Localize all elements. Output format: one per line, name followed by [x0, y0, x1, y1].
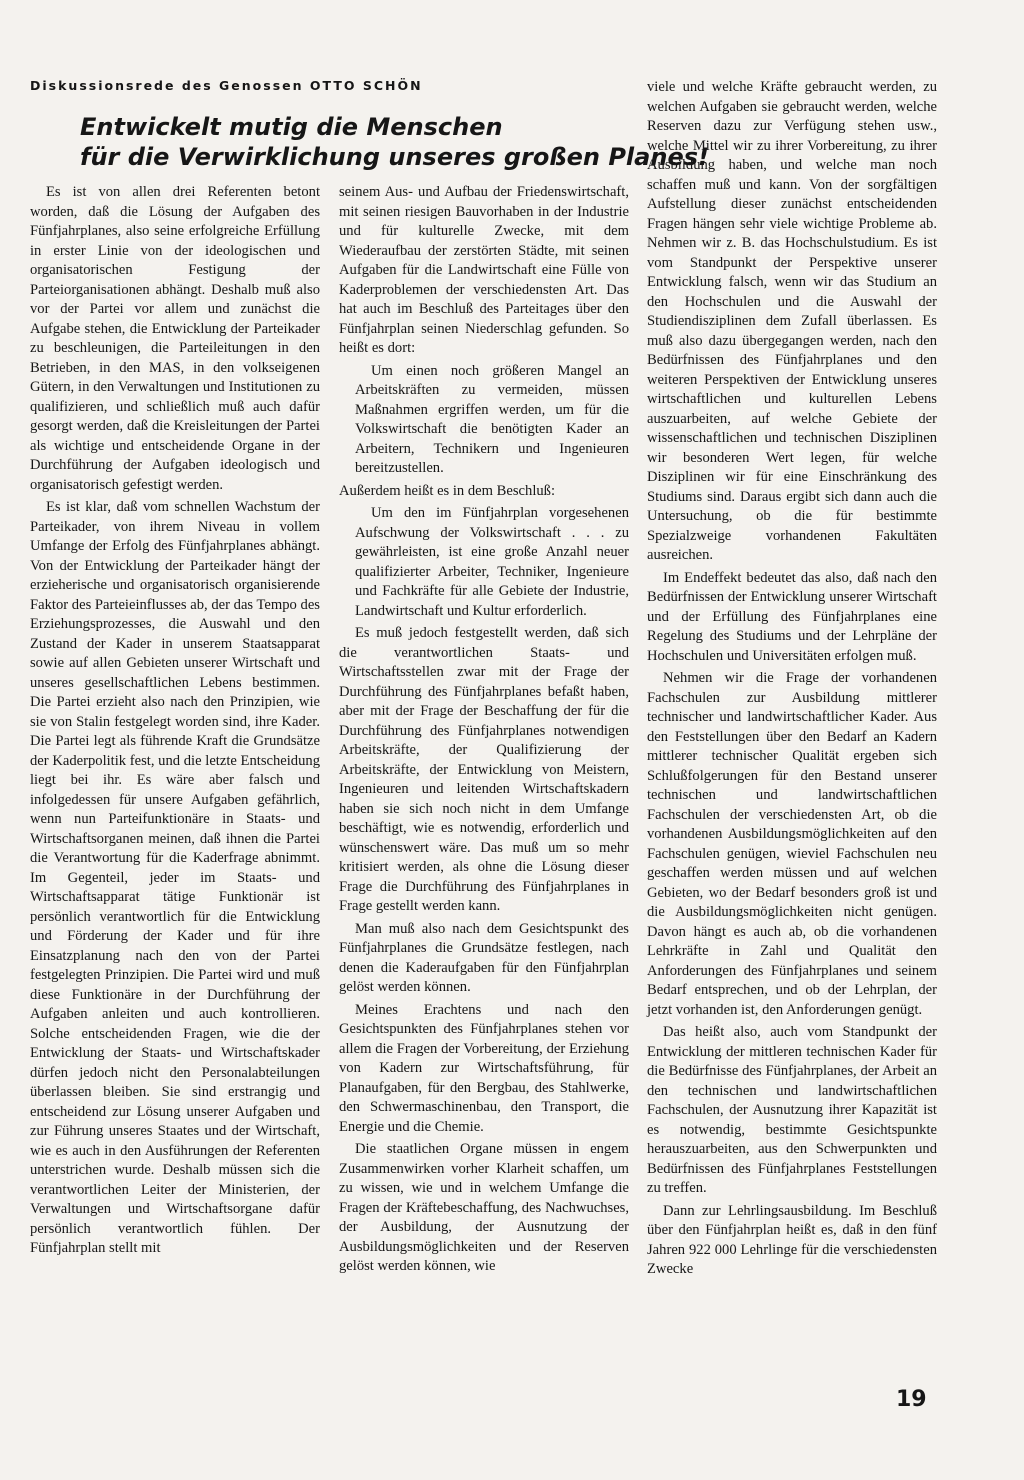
headline: [80, 112, 709, 172]
column-1: [30, 183, 320, 1262]
headline-line-2: für die Verwirklichung unseres großen Planes!: [80, 143, 709, 171]
column-3: [647, 78, 937, 1283]
paragraph: Außerdem heißt es in dem Beschluß:: [339, 482, 556, 499]
paragraph: Es muß jedoch festgestellt werden, daß sich die verantwortlichen Staats- und Wirtschaftsstellen zwar mit der Frage der Durchführung des Fünfjahrplanes befaßt haben, aber mit der Frage der Beschaffung der für die Durchführung des Fünfjahrplanes notwendigen Arbeitskräfte, der Qualifizierung der Arbeitskräfte, der Entwicklung von Meistern, Ingenieuren und leitenden Wirtschaftskadern haben sie sich noch nicht in dem Umfange beschäftigt, wie es notwendig, erforderlich und wünschenswert wäre. Das muß um so mehr kritisiert werden, als ohne die Lösung dieser Frage die Durchführung des Fünfjahrplanes in Frage gestellt werden kann.: [339, 625, 629, 914]
paragraph: Im Endeffekt bedeutet das also, daß nach den Bedürfnissen der Entwicklung unserer Wirtschaft und der Erfüllung des Fünfjahrplanes eine Regelung des Studiums und der Lehrpläne der Hochschulen und Universitäten erfolgen muß.: [647, 569, 937, 664]
paragraph: Das heißt also, auch vom Standpunkt der Entwicklung der mittleren technischen Kader für die Bedürfnisse des Fünfjahrplanes, der Arbeit an den technischen und landwirtschaftlichen Fachschulen, der Ausnutzung ihrer Kapazität ist es notwendig, bestimmte Gesichtspunkte herauszuarbeiten, aus den Schwerpunkten und Bedürfnissen des Fünfjahrplanes Feststellungen zu treffen.: [647, 1024, 937, 1196]
column-2: [339, 183, 629, 1280]
paragraph: Nehmen wir die Frage der vorhandenen Fachschulen zur Ausbildung mittlerer technischer und landwirtschaftlicher Kader. Aus den Feststellungen über den Bedarf an Kadern mittlerer technischer Qualität ergeben sich Schlußfolgerungen für den Bestand unserer technischen und landwirtschaftlichen Fachschulen der verschiedensten Art, ob die vorhandenen Ausbildungsmöglichkeiten auf den Fachschulen genügen, wieviel Fachschulen neu geschaffen werden müssen und auf welchen Gebieten, wo der Bedarf besonders groß ist und die Ausbildungsmöglichkeiten nicht genügen. Davon hängt es auch ab, ob die vorhandenen Lehrkräfte in Zahl und Qualität den Anforderungen des Fünfjahrplanes und seinem Bedarf entsprechen, und ob der Lehrplan, der jetzt vorhanden ist, den Anforderungen genügt.: [647, 670, 937, 1018]
paragraph: viele und welche Kräfte gebraucht werden, zu welchen Aufgaben sie gebraucht werden, welche Reserven dazu zur Verfügung stehen usw., welche Mittel wir zu ihrer Vorbereitung, zu ihrer Ausbildung haben, und welche man noch schaffen muß und kann. Von der sorgfältigen Aufstellung dieser zunächst entscheidenden Fragen hängen sehr viele wichtige Probleme ab. Nehmen wir z. B. das Hochschulstudium. Es ist vom Standpunkt der Perspektive unserer Entwicklung falsch, wenn wir das Studium an den Hochschulen und die Auswahl der Studiendisziplinen dem Zufall überlassen. Es muß also dazu übergegangen werden, nach den Bedürfnissen des Fünfjahrplanes und den weiteren Perspektiven der Entwicklung unseres wirtschaftlichen und kulturellen Lebens auszuarbeiten, auf welche Gebiete der wissenschaftlichen und technischen Disziplinen wir besonderen Wert legen, für welche Disziplinen wir für eine Einschränkung des Studiums sind. Daraus ergibt sich dann auch die Untersuchung, ob die für bestimmte Spezialzweige vorhandenen Fakultäten ausreichen.: [647, 79, 937, 563]
paragraph: Meines Erachtens und nach den Gesichtspunkten des Fünfjahrplanes stehen vor allem die Fragen der Vorbereitung, der Erziehung von Kadern zur Wirtschaftsführung, für Planaufgaben, für den Bergbau, des Stahlwerke, den Schwermaschinenbau, den Transport, die Energie und die Chemie.: [339, 1001, 629, 1135]
paragraph: seinem Aus- und Aufbau der Friedenswirtschaft, mit seinen riesigen Bauvorhaben in der Industrie und für kulturelle Zwecke, mit dem Wiederaufbau der zerstörten Städte, mit seinen Aufgaben für die Landwirtschaft eine Fülle von Kaderproblemen der verschiedensten Art. Das hat auch im Beschluß des Parteitages über den Fünfjahrplan seinen Niederschlag gefunden. So heißt es dort:: [339, 184, 629, 356]
kicker: Diskussionsrede des Genossen OTTO SCHÖN: [30, 78, 423, 93]
paragraph: Es ist von allen drei Referenten betont worden, daß die Lösung der Aufgaben des Fünfjahrplanes, also seine erfolgreiche Erfüllung in erster Linie von der ideologischen und organisatorischen Festigung der Parteiorganisationen abhängt. Deshalb muß also vor der Partei vor allem und zunächst die Aufgabe stehen, die Entwicklung der Parteikader zu beschleunigen, die Parteileitungen in den Betrieben, in den MAS, in den volkseigenen Gütern, in den Verwaltungen und Institutionen zu qualifizieren, und schließlich muß auch dafür gesorgt werden, daß die Kreisleitungen der Partei als wichtige und entscheidende Organe in der Durchführung der Aufgaben ideologisch und organisatorisch gefestigt werden.: [30, 184, 320, 493]
quote: Um einen noch größeren Mangel an Arbeitskräften zu vermeiden, müssen Maßnahmen ergriffen werden, um für die Volkswirtschaft die benötigten Kader an Arbeitern, Technikern und Ingenieuren bereitzustellen.: [355, 362, 629, 476]
paragraph: Es ist klar, daß vom schnellen Wachstum der Parteikader, von ihrem Niveau in vollem Umfange der Erfolg des Fünfjahrplanes abhängt. Von der Entwicklung der Parteikader hängt der erzieherische und organisatorisch organisierende Faktor des Parteieinflusses ab, der das Tempo des Erziehungsprozesses, die Auswahl und den Zustand der Kader in unserem Staatsapparat sowie auf allen Gebieten unserer Wirtschaft und unseres gesellschaftlichen Lebens bestimmen. Die Partei erzieht also nach den Prinzipien, wie sie von Stalin festgelegt worden sind, ihre Kader. Die Partei legt als führende Kraft die Grundsätze der Kaderpolitik fest, und die letzte Entscheidung liegt bei ihr. Es wäre aber falsch und infolgedessen für unsere Aufgaben gefährlich, wenn nun Parteifunktionäre in Staats- und Wirtschaftsorganen meinen, daß ihnen die Partei die Verantwortung für die Kaderfrage abnimmt. Im Gegenteil, jeder im Staats- und Wirtschaftsapparat tätige Funktionär ist persönlich verantwortlich für die Entwicklung und Förderung der Kader und für ihre Einsatzplanung nach den von der Partei festgelegten Prinzipien. Die Partei wird und muß diese Funktionäre in der Durchführung der Aufgaben anleiten und auch kontrollieren. Solche entscheidenden Fragen, wie die der Entwicklung der Staats- und Wirtschaftskader dürfen jedoch nicht den Personalabteilungen überlassen bleiben. Sie sind erstrangig und entscheidend zur Lösung unserer Aufgaben und zur Führung unseres Staates und der Wirtschaft, wie es auch in den Ausführungen der Referenten unterstrichen wurde. Deshalb müssen sich die verantwortlichen Leiter der Ministerien, der Verwaltungen und Wirtschaftsorgane dafür persönlich verantwortlich fühlen. Der Fünfjahrplan stellt mit: [30, 499, 320, 1256]
headline-line-1: Entwickelt mutig die Menschen: [80, 113, 503, 141]
quote: Um den im Fünfjahrplan vorgesehenen Aufschwung der Volkswirtschaft . . . zu gewährleisten, ist eine große Anzahl neuer qualifizierter Arbeiter, Techniker, Ingenieure und Fachkräfte für alle Gebiete der Industrie, Landwirtschaft und Kultur erforderlich.: [355, 505, 629, 619]
paragraph: Man muß also nach dem Gesichtspunkt des Fünfjahrplanes die Grundsätze festlegen, nach denen die Kaderaufgaben für den Fünfjahrplan gelöst werden können.: [339, 920, 629, 995]
paragraph: Die staatlichen Organe müssen in engem Zusammenwirken vorher Klarheit schaffen, um zu wissen, wie und in welchem Umfange die Fragen der Kräftebeschaffung, des Nachwuchses, der Ausbildung, der Ausnutzung der Ausbildungsmöglichkeiten und der Reserven gelöst werden können, wie: [339, 1141, 629, 1274]
page-number: 19: [896, 1387, 927, 1412]
paragraph: Dann zur Lehrlingsausbildung. Im Beschluß über den Fünfjahrplan heißt es, daß in den fünf Jahren 922 000 Lehrlinge für die verschiedensten Zwecke: [647, 1202, 937, 1277]
